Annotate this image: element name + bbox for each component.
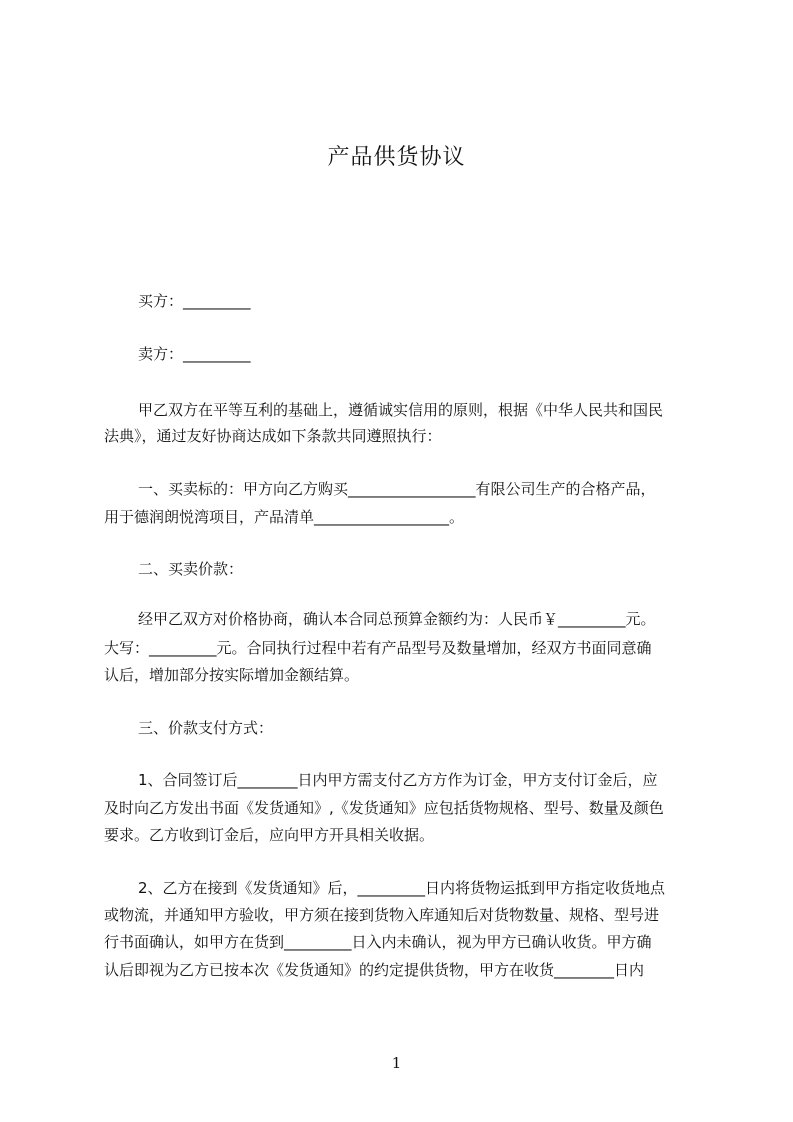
section3-heading: 三、价款支付方式： [138,719,274,737]
clause1-line-1: 1、合同签订后________日内甲方需支付乙方方作为订金，甲方支付订金后，应 [138,771,658,789]
section2-line-2: 大写：_________元。合同执行过程中若有产品型号及数量增加，经双方书面同意确 [104,639,652,657]
clause2-line-1: 2、乙方在接到《发货通知》后，_________日内将货物运抵到甲方指定收货地点 [138,879,666,897]
page-number: 1 [391,1054,402,1072]
clause2-line-3: 行书面确认，如甲方在货到_________日入内未确认，视为甲方已确认收货。甲方确 [104,933,652,951]
section2-line-3: 认后，增加部分按实际增加金额结算。 [104,666,360,684]
clause1-line-2: 及时向乙方发出书面《发货通知》,《发货通知》应包括货物规格、型号、数量及颜色 [104,799,664,817]
intro-line-2: 法典》，通过友好协商达成如下条款共同遵照执行： [104,427,442,445]
seller-line: 卖方：_________ [138,345,251,363]
section1-line-2: 用于德润朗悦湾项目，产品清单__________________。 [104,508,465,526]
buyer-line: 买方：_________ [138,292,251,310]
intro-line-1: 甲乙双方在平等互利的基础上，遵循诚实信用的原则，根据《中华人民共和国民 [138,401,664,419]
document-title: 产品供货协议 [327,145,466,170]
section1-line-1: 一、买卖标的：甲方向乙方购买_________________有限公司生产的合格产品， [138,480,656,498]
clause1-line-3: 要求。乙方收到订金后，应向甲方开具相关收据。 [104,826,435,844]
clause2-line-2: 或物流，并通知甲方验收，甲方须在接到货物入库通知后对货物数量、规格、型号进 [104,906,660,924]
clause2-line-4: 认后即视为乙方已按本次《发货通知》的约定提供货物，甲方在收货________日内 [104,961,645,979]
section2-line-1: 经甲乙双方对价格协商，确认本合同总预算金额约为：人民币￥_________元。 [138,610,656,628]
section2-heading: 二、买卖价款： [138,560,244,578]
